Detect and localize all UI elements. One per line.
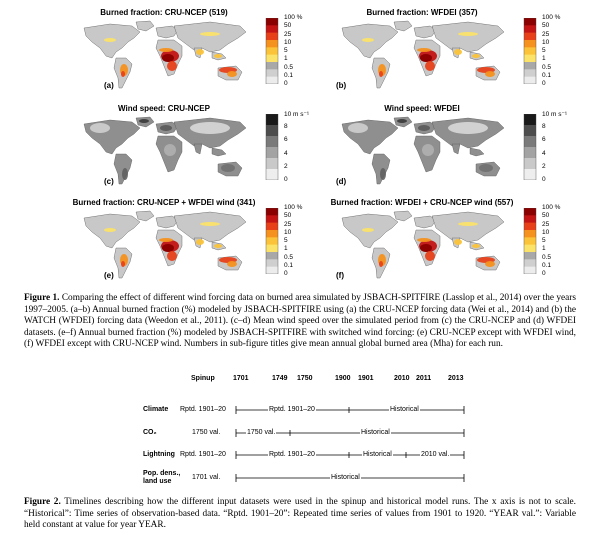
- panel-title: Burned fraction: WFDEI (357): [366, 8, 478, 17]
- colorbar-label: 0.1: [284, 71, 294, 79]
- panel-title: Wind speed: WFDEI: [384, 104, 460, 113]
- colorbar-label: 100 %: [542, 204, 561, 211]
- row-label-lightning: Lightning: [143, 451, 175, 458]
- caption-label: Figure 1.: [24, 293, 60, 303]
- year-1749: 1749: [272, 375, 288, 382]
- colorbar-label: 25: [284, 220, 292, 228]
- colorbar-label: 0.5: [542, 253, 552, 261]
- colorbar-label: 0.1: [542, 71, 552, 79]
- panel-letter: (b): [336, 81, 347, 90]
- colorbar-label: 5: [542, 237, 546, 244]
- lightning-seg-3: 2010 val.: [421, 451, 450, 458]
- colorbar-label: 4: [284, 149, 288, 157]
- colorbar-label: 5: [284, 237, 288, 244]
- colorbar-label: 2: [542, 162, 546, 170]
- colorbar-label: 100 %: [284, 204, 303, 211]
- colorbar-label: 50: [542, 212, 550, 220]
- colorbar-label: 8: [284, 123, 288, 131]
- pop-seg-1: Historical: [331, 474, 360, 481]
- lightning-seg-2: Historical: [363, 451, 392, 458]
- colorbar-label: 100 %: [542, 14, 561, 21]
- panel-letter: (f): [336, 271, 344, 280]
- colorbar-label: 0: [542, 176, 546, 183]
- year-2011: 2011: [416, 375, 432, 382]
- row-label-co2: CO₂: [143, 429, 157, 436]
- panel-title: Burned fraction: CRU-NCEP (519): [100, 8, 228, 17]
- year-spinup: Spinup: [191, 375, 215, 382]
- panel-letter: (e): [104, 271, 114, 280]
- colorbar-label: 10: [542, 228, 550, 236]
- colorbar-label: 0: [542, 80, 546, 87]
- colorbar-label: 25: [284, 30, 292, 38]
- colorbar-label: 100 %: [284, 14, 303, 21]
- colorbar-label: 10 m s⁻¹: [284, 111, 310, 118]
- panel-title: Burned fraction: WFDEI + CRU-NCEP wind (557): [330, 198, 514, 207]
- colorbar-label: 1: [284, 245, 288, 253]
- colorbar-label: 10 m s⁻¹: [542, 111, 568, 118]
- caption-text: Timelines describing how the different input datasets were used in the spinup and historical model runs. The x axis is not to scale. “Historical”: Time series of observation-based data. “Rptd. 1901–20”: Repeated time series of values from 1901 to 1920. “YEAR val.”: Variable held constant at value for year YEAR.: [24, 497, 576, 531]
- colorbar-label: 0: [284, 80, 288, 87]
- caption-label: Figure 2.: [24, 497, 61, 507]
- caption-text: Comparing the effect of different wind forcing data on burned area simulated by JSBACH-SPITFIRE (Lasslop et al., 2014) over the years 1997–2005. (a–b) Annual burned fraction (%) modeled by JSBACH-SPITFIRE using (a) the CRU-NCEP forcing data (Wei et al., 2014) and (b) the WATCH (WFDEI) forcing data (Weedon et al., 2011). (c–d) Mean wind speed over the simulated period from (c) the CRU-NCEP and (d) WFDEI datasets. (e–f) Annual burned fraction (%) modeled by JSBACH-SPITFIRE with switched wind forcing: (e) CRU-NCEP except with WFDEI wind, (f) WFDEI except with CRU-NCEP wind. Numbers in sub-figure titles give mean annual global burned area (Mha) for each run.: [24, 293, 576, 350]
- colorbar-label: 50: [542, 22, 550, 30]
- lightning-seg-1: Rptd. 1901–20: [269, 451, 315, 458]
- colorbar-label: 0.5: [284, 253, 294, 261]
- panel-title: Wind speed: CRU-NCEP: [118, 104, 210, 113]
- colorbar-label: 50: [284, 212, 292, 220]
- colorbar-label: 0: [284, 270, 288, 277]
- panel-letter: (c): [104, 177, 114, 186]
- colorbar-label: 10: [284, 228, 292, 236]
- row-label-pop-dens: Pop. dens., land use: [143, 470, 181, 485]
- year-1900: 1900: [335, 375, 351, 382]
- panel-letter: (a): [104, 81, 114, 90]
- colorbar-label: 10: [542, 38, 550, 46]
- year-1750: 1750: [297, 375, 313, 382]
- colorbar-label: 0.1: [284, 261, 294, 269]
- spinup-lightning: Rptd. 1901–20: [180, 451, 226, 458]
- colorbar-label: 5: [542, 47, 546, 54]
- colorbar-label: 0.5: [542, 63, 552, 71]
- year-1701: 1701: [233, 375, 249, 382]
- co2-seg-2: Historical: [361, 429, 390, 436]
- figure-2-caption: [24, 497, 576, 532]
- colorbar-label: 1: [542, 245, 546, 253]
- year-2013: 2013: [448, 375, 464, 382]
- climate-seg-1: Rptd. 1901–20: [269, 406, 315, 413]
- colorbar-label: 25: [542, 220, 550, 228]
- colorbar-label: 8: [542, 123, 546, 131]
- colorbar-label: 50: [284, 22, 292, 30]
- colorbar-label: 0.5: [284, 63, 294, 71]
- spinup-climate: Rptd. 1901–20: [180, 406, 226, 413]
- spinup-pop: 1701 val.: [192, 474, 221, 481]
- year-2010: 2010: [394, 375, 410, 382]
- colorbar-label: 6: [542, 136, 546, 144]
- colorbar-label: 1: [542, 55, 546, 63]
- spinup-co2: 1750 val.: [192, 429, 221, 436]
- colorbar-label: 0: [284, 176, 288, 183]
- colorbar-label: 4: [542, 149, 546, 157]
- colorbar-label: 2: [284, 162, 288, 170]
- colorbar-label: 25: [542, 30, 550, 38]
- panel-title: Burned fraction: CRU-NCEP + WFDEI wind (341): [72, 198, 256, 207]
- co2-seg-1: 1750 val.: [247, 429, 276, 436]
- colorbar-label: 0.1: [542, 261, 552, 269]
- colorbar-label: 0: [542, 270, 546, 277]
- year-1901: 1901: [358, 375, 374, 382]
- colorbar-label: 5: [284, 47, 288, 54]
- colorbar-label: 10: [284, 38, 292, 46]
- colorbar-label: 1: [284, 55, 288, 63]
- row-label-climate: Climate: [143, 406, 169, 413]
- climate-seg-2: Historical: [390, 406, 419, 413]
- colorbar-label: 6: [284, 136, 288, 144]
- panel-letter: (d): [336, 177, 347, 186]
